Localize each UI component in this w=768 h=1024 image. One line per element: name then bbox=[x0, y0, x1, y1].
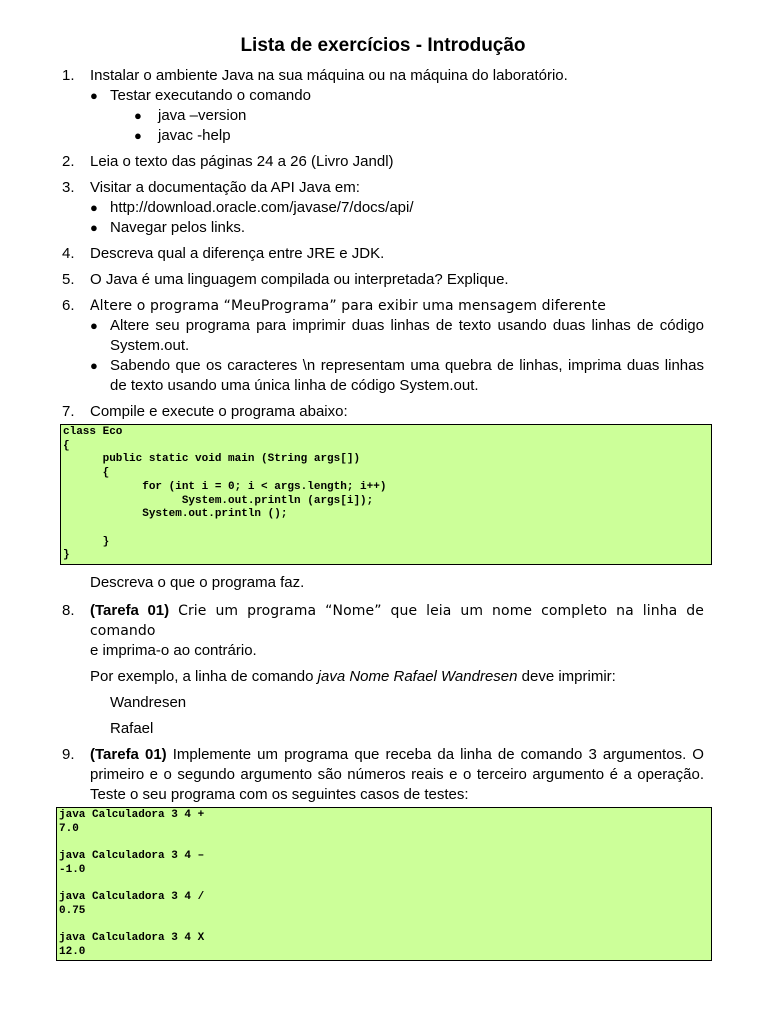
example-output-line: Wandresen bbox=[110, 694, 187, 711]
bullet-list bbox=[90, 86, 704, 106]
exercise-6 bbox=[62, 296, 704, 396]
exercise-text: Leia o texto das páginas 24 a 26 (Livro Jandl) bbox=[90, 153, 394, 170]
list-item: ● javac -help bbox=[134, 127, 231, 144]
exercise-number: 9. bbox=[62, 746, 75, 763]
exercise-5 bbox=[62, 270, 704, 290]
exercise-text: Altere o programa “MeuPrograma” para exibir uma mensagem diferente bbox=[90, 298, 606, 314]
exercise-1 bbox=[62, 66, 704, 146]
bullet-icon: ● bbox=[90, 88, 98, 103]
api-doc-link[interactable]: http://download.oracle.com/javase/7/docs/api/ bbox=[110, 199, 414, 216]
bullet-list bbox=[90, 316, 704, 396]
exercise-text: Compile e execute o programa abaixo: bbox=[90, 403, 348, 420]
page-title: Lista de exercícios - Introdução bbox=[240, 35, 526, 56]
exercise-text: O Java é uma linguagem compilada ou interpretada? Explique. bbox=[90, 271, 509, 288]
exercise-number: 5. bbox=[62, 271, 75, 288]
code-block-eco: class Eco { public static void main (String args[]) { for (int i = 0; i < args.length; i++) System.out.println (args[i]); System.out.println (); } } bbox=[60, 424, 712, 565]
list-item: ● java –version bbox=[134, 107, 247, 124]
exercise-text: Descreva qual a diferença entre JRE e JDK. bbox=[90, 245, 385, 262]
example-command: java Nome Rafael Wandresen bbox=[317, 668, 518, 685]
bullet-icon: ● bbox=[134, 128, 142, 143]
exercise-3 bbox=[62, 178, 704, 238]
exercise-text: (Tarefa 01) Implemente um programa que receba da linha de comando 3 argumentos. O primeiro e o segundo argumento são números reais e o terceiro argumento é a operação. Teste o seu programa com os seguintes casos de testes: bbox=[90, 746, 704, 803]
bullet-list bbox=[90, 198, 704, 238]
list-item: ● Sabendo que os caracteres \n representam uma quebra de linhas, imprima duas linhas de texto usando uma única linha de código System.out. bbox=[90, 357, 704, 394]
list-item: ● Navegar pelos links. bbox=[90, 219, 246, 236]
task-tag: (Tarefa 01) bbox=[90, 602, 170, 619]
code-block-calculadora: java Calculadora 3 4 + 7.0 java Calculadora 3 4 – -1.0 java Calculadora 3 4 / 0.75 java Calculadora 3 4 X 12.0 bbox=[56, 807, 712, 961]
bullet-icon: ● bbox=[90, 200, 98, 215]
exercise-7-question: Descreva o que o programa faz. bbox=[90, 574, 305, 591]
exercise-4 bbox=[62, 244, 704, 264]
exercise-number: 6. bbox=[62, 297, 75, 314]
example-output-line: Rafael bbox=[110, 720, 154, 737]
bullet-icon: ● bbox=[90, 358, 98, 373]
exercise-text: (Tarefa 01) Crie um programa “Nome” que leia um nome completo na linha de comando e imprima-o ao contrário. bbox=[90, 602, 704, 659]
list-item: ● Testar executando o comando bbox=[90, 87, 311, 104]
sub-bullet-list bbox=[90, 106, 704, 146]
exercise-number: 7. bbox=[62, 403, 75, 420]
list-item: ● Altere seu programa para imprimir duas linhas de texto usando duas linhas de código System.out. bbox=[90, 317, 704, 354]
document-page bbox=[59, 34, 704, 969]
exercise-number: 2. bbox=[62, 153, 75, 170]
list-item[interactable] bbox=[90, 198, 704, 218]
exercise-8 bbox=[62, 601, 704, 739]
exercise-text: Visitar a documentação da API Java em: bbox=[90, 179, 360, 196]
exercise-text: Instalar o ambiente Java na sua máquina ou na máquina do laboratório. bbox=[90, 67, 568, 84]
exercise-9 bbox=[62, 745, 704, 805]
exercise-number: 8. bbox=[62, 602, 75, 619]
exercise-number: 1. bbox=[62, 67, 75, 84]
exercise-7 bbox=[62, 402, 704, 422]
example-text: Por exemplo, a linha de comando java Nome Rafael Wandresen deve imprimir: bbox=[90, 668, 616, 685]
exercise-number: 4. bbox=[62, 245, 75, 262]
bullet-icon: ● bbox=[90, 220, 98, 235]
task-tag: (Tarefa 01) bbox=[90, 746, 167, 763]
exercise-number: 3. bbox=[62, 179, 75, 196]
exercise-2 bbox=[62, 152, 704, 172]
bullet-icon: ● bbox=[134, 108, 142, 123]
bullet-icon: ● bbox=[90, 318, 98, 333]
